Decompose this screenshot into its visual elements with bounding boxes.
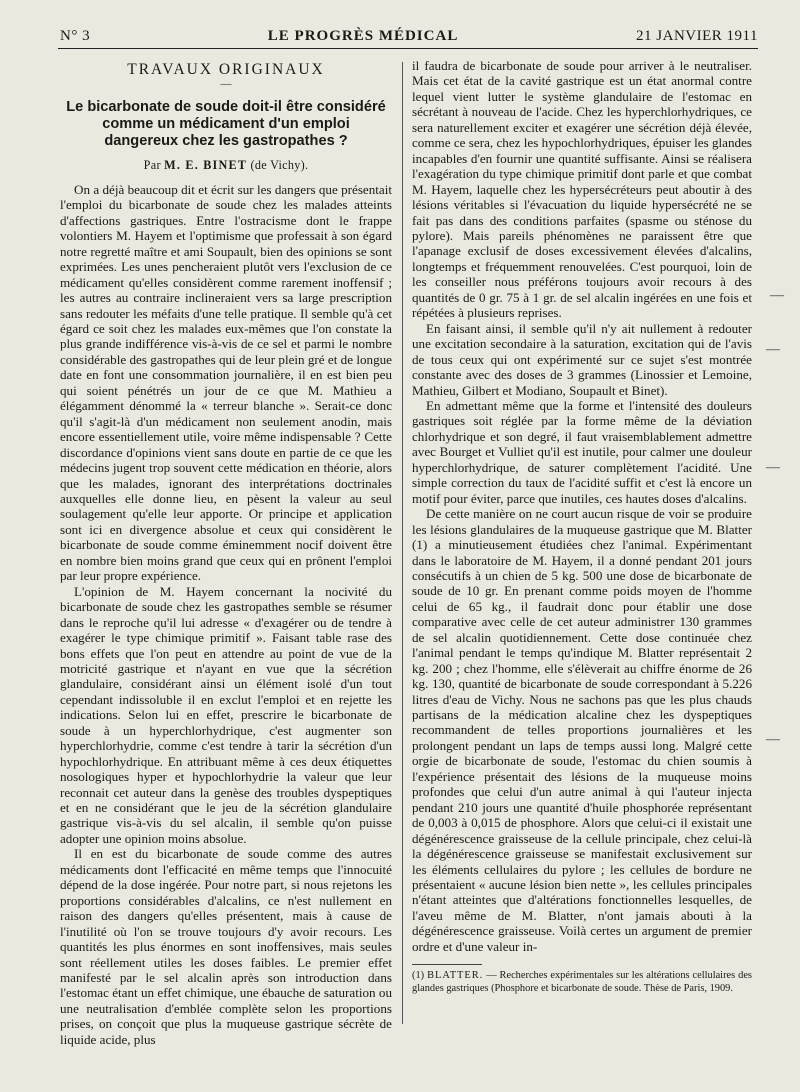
left-column xyxy=(60,58,392,1047)
footnote-author: BLATTER. xyxy=(427,970,484,981)
footnote-text: — Recherches expérimentales sur les altérations cellulaires des glandes gastriques (Phosphore et bicarbonate de soude. Thèse de Paris, 1909. xyxy=(412,970,752,994)
byline-prefix: Par xyxy=(143,158,161,173)
footnote-rule xyxy=(412,964,482,965)
header-rule xyxy=(58,48,758,49)
paragraph: Il en est du bicarbonate de soude comme des autres médicaments dont l'efficacité en même temps que l'innocuité dépend de la dose ingérée. Pour notre part, si nous rejetons les proportions considérables d'alcalins, ce n'est nullement en raison des dangers qu'elles présentent, mais à cause de l'inutilité où l'on se trouve toujours d'y avoir recours. Les quantités les plus énormes en sont inoffensives, mais seules sont réellement utiles les doses faibles. Le premier effet manifesté par le sel alcalin après son introduction dans l'estomac étant un effet chimique, une ébauche de saturation ou une neutralisation d'emblée complète selon les proportions prises, on conçoit que plus la muqueuse gastrique sécrète de liquide acide, plus xyxy=(60,846,392,1047)
column-divider xyxy=(402,62,403,1024)
paragraph: En faisant ainsi, il semble qu'il n'y ait nullement à redouter une excitation secondaire à la saturation, excitation qui de l'avis de tous ceux qui ont expérimenté sur ce sujet s'est montrée constante avec des doses de 3 grammes (Linossier et Lemoine, Mathieu, Gilbert et Modiano, Soupault et Binet). xyxy=(412,320,752,398)
issue-number: N° 3 xyxy=(60,28,91,44)
running-header xyxy=(60,28,758,48)
paragraph: En admettant même que la forme et l'intensité des douleurs gastriques soit réglée par la forme même de la déviation chlorhydrique et son degré, il faut vraisemblablement admettre avec Bourget et Vulliet qu'il est inutile, pour calmer une douleur hyperchlorhydrique, de saturer complètement l'acidité. Une simple correction du taux de l'acidité suffit et c'est là encore un motif pour éviter, parce que inutiles, ces hautes doses d'alcalins. xyxy=(412,397,752,506)
margin-mark: — xyxy=(766,342,780,357)
footnote-marker: (1) xyxy=(412,970,425,981)
paragraph: il faudra de bicarbonate de soude pour arriver à le neutraliser. Mais cet état de la cavité gastrique est un état anormal contre lequel vient lutter le système glandulaire de l'estomac en sécrétant à nouveau de l'acide. Chez les hyperchlorhydriques, ce sera naturellement exciter et exagérer une sécrétion déjà élevée, comme ce sera, chez les hypochlorhydriques, épuiser les glandes incapables d'en fournir une quantité suffisante. Ainsi se réalisera l'exagération du type chimique primitif dont parle et que combat M. Hayem, laquelle chez les hypersécréteurs peut aboutir à des lésions véritables si l'évacuation du liquide hypersécrété ne se fait pas dans des conditions parfaites (spasme ou sténose du pylore). Mais pareils phénomènes ne paraissent être que l'apanage exclusif de doses excessivement élevées d'alcalins, longtemps et fréquemment renouvelées. C'est pourquoi, loin de les conseiller nous préférons toujours avoir recours à des quantités de 0 gr. 75 à 1 gr. de sel alcalin ingérées en une fois et répétées à plusieurs reprises. xyxy=(412,58,752,321)
author-name: M. E. BINET xyxy=(164,158,248,173)
article-title: Le bicarbonate de soude doit-il être considéré comme un médicament d'un emploi dangereux chez les gastropathes ? xyxy=(66,99,386,150)
margin-mark: — xyxy=(770,288,784,303)
footnote xyxy=(412,970,752,995)
byline-suffix: (de Vichy). xyxy=(250,158,309,173)
journal-title: LE PROGRÈS MÉDICAL xyxy=(267,28,459,44)
section-title: TRAVAUX ORIGINAUX xyxy=(127,61,325,78)
section-dash: — xyxy=(220,78,232,91)
paragraph: L'opinion de M. Hayem concernant la nocivité du bicarbonate de soude chez les gastropathes semble se résumer dans le reproche qu'il lui adresse « d'exagérer ou de tendre à exagérer le type chimique primitif ». Faisant table rase des bons effets que l'on peut en attendre au point de vue de la motricité gastrique et n'ayant en vue que la sécrétion glandulaire, considérant ainsi un élément isolé d'un tout cependant indissoluble il en exclut l'emploi et en rejette les indications. Selon lui en effet, prescrire le bicarbonate de soude à un hyperchlorhydrique, c'est augmenter son hyperchlorhydrie, comme c'est tendre à tarir la sécrétion d'un hypochlorhydrique. En attribuant même à ces deux étiquettes nosologiques hyper et hypochlorhydrie la valeur que leur reconnait cet auteur dans la genèse des troubles dyspeptiques et en ne considérant que le jeu de la sécrétion glandulaire gastrique vis-à-vis du sel alcalin, il semble qu'on puisse adopter une opinion moins absolue. xyxy=(60,583,392,846)
paragraph: On a déjà beaucoup dit et écrit sur les dangers que présentait l'emploi du bicarbonate de soude chez les malades atteints d'affections gastriques. Entre l'ostracisme dont le frappe volontiers M. Hayem et l'optimisme que professait à son égard notre regretté maître et ami Soupault, bien des opinions se sont exprimées. Les unes pencheraient plutôt vers l'exclusion de ce médicament qu'elles considèrent comme rarement inoffensif ; les autres au contraire inclineraient vers sa large prescription sans redouter les méfaits d'une telle pratique. Il semble qu'à cet égard ce soit chez les malades eux-mêmes que l'on constate la plus grande indifférence vis-à-vis de ce sel et parmi le nombre considérable des gastropathes qui de leur plein gré et de longue date en font une consommation journalière, il en est bien peu qui soient pénétrés un jour de ce que M. Mathieu a élégamment dénommé la « terreur blanche ». Serait-ce donc qu'il s'agit-là d'un médicament non seulement anodin, mais encore essentiellement utile, voire même indispensable ? Cette discordance d'opinions vient sans doute en partie de ce que les médecins jugent trop souvent cette médication en théorie, alors que les malades, ignorant des interprétations doctrinales auxquelles elle donne lieu, en pèsent la valeur au seul soulagement qu'elle leur apporte. Or principe et application sont ici en divergence absolue et ceux qui considèrent le bicarbonate de soude comme éminemment nocif doivent être en nombre bien moins grand que ceux qui en prônent l'emploi par leur propre expérience. xyxy=(60,181,392,584)
byline xyxy=(60,158,392,173)
margin-mark: — xyxy=(766,732,780,747)
paragraph: De cette manière on ne court aucun risque de voir se produire les lésions glandulaires de la muqueuse gastrique que M. Blatter (1) a minutieusement étudiées chez l'animal. Expérimentant dans le laboratoire de M. Hayem, il a donné pendant 201 jours consécutifs à un chien de 5 kg. 500 une dose de bicarbonate de soude de 10 gr. En prenant comme poids moyen de l'homme celui de 65 kg., il faudrait donc pour établir une dose comparative avec celle de cet auteur administrer 130 grammes de sel alcalin quotidiennement. Cette dose continuée chez l'animal pendant le temps qu'indique M. Blatter représentait 2 kg. 200 ; chez l'homme, elle s'élèverait au chiffre énorme de 26 kg. 130, quantité de bicarbonate de soude correspondant à 5.226 litres d'eau de Vichy. Nous ne sachons pas que les plus chauds partisans de la médication alcaline chez les dyspeptiques recommandent de telles proportions journalières et les prolongent pendant un laps de temps aussi long. Malgré cette orgie de bicarbonate de soude, l'estomac du chien soumis à l'expérience présentait des lésions de la muqueuse moins profondes que celui d'un autre animal à qui l'auteur injecta pendant 210 jours une quantité d'huile phosphorée représentant de 0,003 à 0,015 de phosphore. Alors que celui-ci il existait une dégénérescence graisseuse de la cellule principale, chez celui-là la dégénérescence graisseuse se manifestait exclusivement sur les éléments cellulaires du pylore ; les cellules de bordure ne présentaient « aucune lésion bien nette », les cellules principales n'étant atteintes que d'altérations fonctionnelles lesquelles, de l'aveu même de M. Blatter, n'ont jamais abouti à la dégénérescence graisseuse. Voilà certes un argument de premier ordre et d'une valeur in- xyxy=(412,506,752,954)
right-column xyxy=(412,58,752,954)
issue-date: 21 JANVIER 1911 xyxy=(636,28,758,44)
margin-mark: — xyxy=(766,460,780,475)
